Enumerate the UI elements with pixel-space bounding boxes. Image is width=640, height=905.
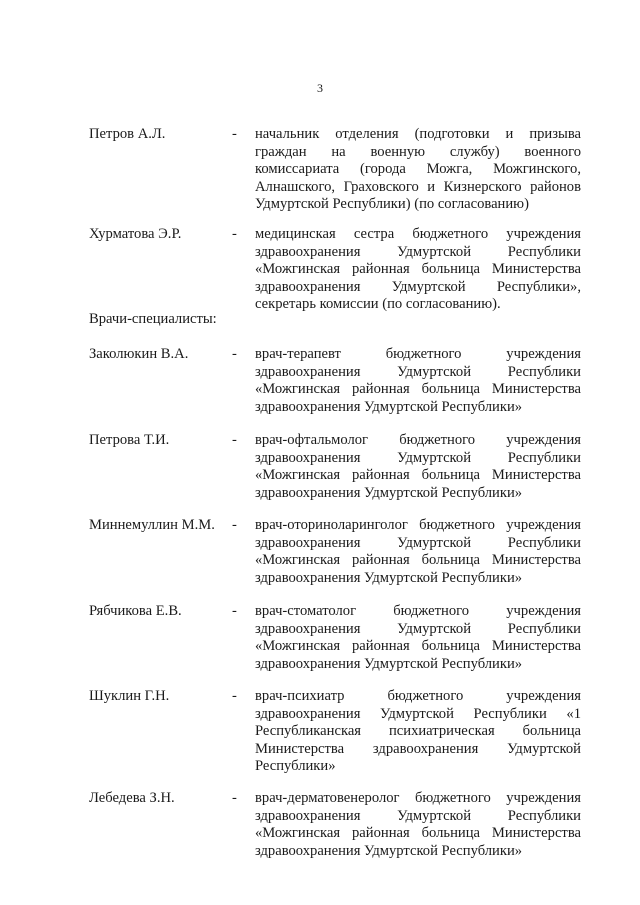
member-position: врач-офтальмолог бюджетного учреждения здравоохранения Удмуртской Республики «Можгинская районная больница Министерства здравоохранения Удмуртской Республики» (255, 432, 581, 501)
section-heading: Врачи-специалисты: (89, 311, 217, 327)
member-position: врач-терапевт бюджетного учреждения здравоохранения Удмуртской Республики «Можгинская районная больница Министерства здравоохранения Удмуртской Республики» (255, 346, 581, 415)
member-name: Лебедева З.Н. (89, 790, 175, 806)
member-position: врач-психиатр бюджетного учреждения здравоохранения Удмуртской Республики «1 Республиканская психиатрическая больница Министерства здравоохранения Удмуртской Республики» (255, 688, 581, 774)
separator-dash: - (232, 226, 237, 242)
separator-dash: - (232, 688, 237, 704)
separator-dash: - (232, 517, 237, 533)
member-position: врач-стоматолог бюджетного учреждения здравоохранения Удмуртской Республики «Можгинская районная больница Министерства здравоохранения Удмуртской Республики» (255, 603, 581, 672)
member-position: врач-дерматовенеролог бюджетного учреждения здравоохранения Удмуртской Республики «Можгинская районная больница Министерства здравоохранения Удмуртской Республики» (255, 790, 581, 859)
page-number: 3 (317, 81, 323, 95)
separator-dash: - (232, 790, 237, 806)
separator-dash: - (232, 432, 237, 448)
separator-dash: - (232, 346, 237, 362)
member-name: Миннемуллин М.М. (89, 517, 215, 533)
member-name: Заколюкин В.А. (89, 346, 189, 362)
separator-dash: - (232, 603, 237, 619)
member-position: врач-оториноларинголог бюджетного учреждения здравоохранения Удмуртской Республики «Можгинская районная больница Министерства здравоохранения Удмуртской Республики» (255, 517, 581, 586)
member-position: начальник отделения (подготовки и призыва граждан на военную службу) военного комиссариата (города Можга, Можгинского, Алнашского, Граховского и Кизнерского районов Удмуртской Республики) (по согласованию) (255, 126, 581, 212)
member-name: Петров А.Л. (89, 126, 166, 142)
member-name: Хурматова Э.Р. (89, 226, 182, 242)
member-position: медицинская сестра бюджетного учреждения здравоохранения Удмуртской Республики «Можгинская районная больница Министерства здравоохранения Удмуртской Республики», секретарь комиссии (по согласованию). (255, 226, 581, 312)
member-name: Шуклин Г.Н. (89, 688, 170, 704)
member-name: Петрова Т.И. (89, 432, 170, 448)
separator-dash: - (232, 126, 237, 142)
member-name: Рябчикова Е.В. (89, 603, 182, 619)
